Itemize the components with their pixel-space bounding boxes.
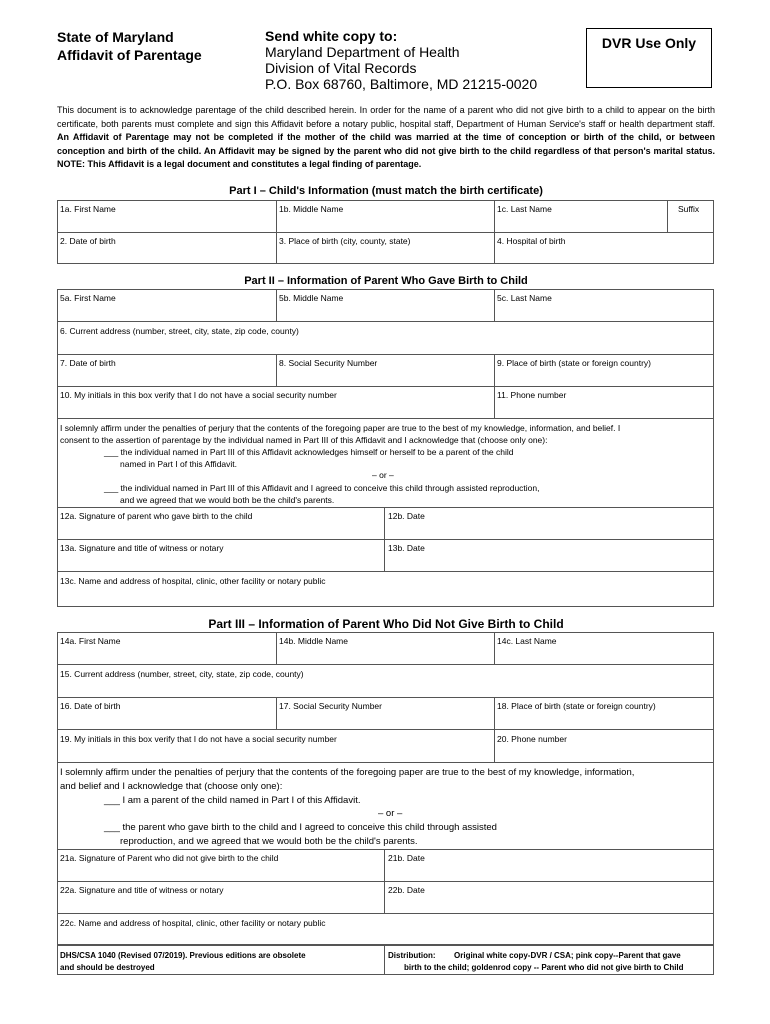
other-parent-signature-field[interactable]: 21a. Signature of Parent who did not give birth to the child bbox=[60, 853, 279, 863]
option-3-assisted-reproduction-cont: reproduction, and we agreed that we would both be the child's parents. bbox=[120, 836, 418, 847]
other-parent-affirmation bbox=[60, 766, 712, 848]
other-parent-phone-field[interactable]: 20. Phone number bbox=[497, 734, 567, 744]
form-revision-note bbox=[60, 950, 360, 974]
birth-parent-phone-field[interactable]: 11. Phone number bbox=[497, 390, 567, 400]
child-place-of-birth-field[interactable]: 3. Place of birth (city, county, state) bbox=[279, 236, 411, 246]
birth-parent-signature-field[interactable]: 12a. Signature of parent who gave birth to the child bbox=[60, 511, 253, 521]
birth-parent-address-field[interactable]: 6. Current address (number, street, city, state, zip code, county) bbox=[60, 326, 299, 336]
state-name: State of Maryland bbox=[57, 29, 174, 45]
address-line-3: P.O. Box 68760, Baltimore, MD 21215-0020 bbox=[265, 76, 538, 92]
birth-parent-affirmation bbox=[60, 422, 712, 506]
distribution-line-1: Original white copy-DVR / CSA; pink copy--Parent that gave bbox=[454, 951, 681, 960]
child-date-of-birth-field[interactable]: 2. Date of birth bbox=[60, 236, 116, 246]
facility-2-field[interactable]: 22c. Name and address of hospital, clinic, other facility or notary public bbox=[60, 918, 326, 928]
child-hospital-field[interactable]: 4. Hospital of birth bbox=[497, 236, 566, 246]
other-parent-ssn-field[interactable]: 17. Social Security Number bbox=[279, 701, 382, 711]
form-revision-line-2: and should be destroyed bbox=[60, 963, 155, 972]
affirmation-line-2: consent to the assertion of parentage by the individual named in Part III of this Affidavit and I acknowledge that (choose only one): bbox=[60, 435, 548, 445]
option-assisted-reproduction-cont: and we agreed that we would both be the child's parents. bbox=[120, 495, 335, 505]
option-acknowledge-cont: named in Part I of this Affidavit. bbox=[120, 459, 238, 469]
distribution-note bbox=[388, 950, 714, 974]
part-1-title: Part I – Child's Information (must match the birth certificate) bbox=[229, 185, 543, 197]
part-2-title: Part II – Information of Parent Who Gave Birth to Child bbox=[244, 275, 528, 287]
address-line-1: Maryland Department of Health bbox=[265, 44, 460, 60]
birth-parent-dob-field[interactable]: 7. Date of birth bbox=[60, 358, 116, 368]
or-separator-3: – or – bbox=[378, 808, 403, 819]
birth-parent-signature-date-field[interactable]: 12b. Date bbox=[388, 511, 425, 521]
other-parent-dob-field[interactable]: 16. Date of birth bbox=[60, 701, 121, 711]
intro-bold-text: An Affidavit of Parentage may not be completed if the mother of the child was married at the time of conception or birth of the child, or between conception and birth of the child. An Affidavit may be signed by the parent who did not give birth to the child regardless of that person's marital status. NOTE: This Affidavit is a legal document and constitutes a legal finding of parentage. bbox=[57, 132, 715, 169]
distribution-label: Distribution: bbox=[388, 951, 436, 960]
witness-2-signature-field[interactable]: 22a. Signature and title of witness or notary bbox=[60, 885, 224, 895]
birth-parent-no-ssn-initials-field[interactable]: 10. My initials in this box verify that I do not have a social security number bbox=[60, 390, 337, 400]
affirmation-3-line-2: and belief and I acknowledge that (choose only one): bbox=[60, 781, 283, 792]
other-parent-no-ssn-initials-field[interactable]: 19. My initials in this box verify that I do not have a social security number bbox=[60, 734, 337, 744]
address-line-2: Division of Vital Records bbox=[265, 60, 417, 76]
affirmation-line-1: I solemnly affirm under the penalties of perjury that the contents of the foregoing paper are true to the best of my knowledge, information, and belief. I bbox=[60, 423, 621, 433]
intro-paragraph bbox=[57, 104, 715, 172]
distribution-line-2: birth to the child; goldenrod copy -- Parent who did not give birth to Child bbox=[404, 963, 684, 972]
child-first-name-field[interactable]: 1a. First Name bbox=[60, 204, 116, 214]
facility-1-field[interactable]: 13c. Name and address of hospital, clinic, other facility or notary public bbox=[60, 576, 326, 586]
option-3-parent[interactable]: ___ I am a parent of the child named in Part I of this Affidavit. bbox=[104, 795, 361, 806]
option-3-assisted-reproduction[interactable]: ___ the parent who gave birth to the child and I agreed to conceive this child through assisted bbox=[104, 822, 497, 833]
birth-parent-ssn-field[interactable]: 8. Social Security Number bbox=[279, 358, 378, 368]
other-parent-middle-name-field[interactable]: 14b. Middle Name bbox=[279, 636, 348, 646]
child-last-name-field[interactable]: 1c. Last Name bbox=[497, 204, 552, 214]
other-parent-first-name-field[interactable]: 14a. First Name bbox=[60, 636, 121, 646]
other-parent-last-name-field[interactable]: 14c. Last Name bbox=[497, 636, 557, 646]
birth-parent-place-of-birth-field[interactable]: 9. Place of birth (state or foreign country) bbox=[497, 358, 652, 368]
part-3-title: Part III – Information of Parent Who Did Not Give Birth to Child bbox=[208, 617, 564, 631]
other-parent-signature-date-field[interactable]: 21b. Date bbox=[388, 853, 425, 863]
child-suffix-field[interactable]: Suffix bbox=[678, 204, 700, 214]
birth-parent-last-name-field[interactable]: 5c. Last Name bbox=[497, 293, 552, 303]
mailing-address bbox=[265, 28, 537, 92]
witness-1-signature-field[interactable]: 13a. Signature and title of witness or notary bbox=[60, 543, 224, 553]
birth-parent-first-name-field[interactable]: 5a. First Name bbox=[60, 293, 116, 303]
form-title: Affidavit of Parentage bbox=[57, 47, 202, 63]
affirmation-3-line-1: I solemnly affirm under the penalties of perjury that the contents of the foregoing paper are true to the best of my knowledge, information, bbox=[60, 767, 635, 778]
other-parent-address-field[interactable]: 15. Current address (number, street, city, state, zip code, county) bbox=[60, 669, 304, 679]
header-left bbox=[57, 28, 202, 64]
witness-2-date-field[interactable]: 22b. Date bbox=[388, 885, 425, 895]
or-separator: – or – bbox=[372, 470, 394, 480]
birth-parent-middle-name-field[interactable]: 5b. Middle Name bbox=[279, 293, 344, 303]
child-middle-name-field[interactable]: 1b. Middle Name bbox=[279, 204, 344, 214]
send-label: Send white copy to: bbox=[265, 28, 398, 44]
option-assisted-reproduction[interactable]: ___ the individual named in Part III of this Affidavit and I agreed to conceive this child through assisted reproduction, bbox=[104, 483, 540, 493]
dvr-use-only-box: DVR Use Only bbox=[586, 28, 712, 88]
witness-1-date-field[interactable]: 13b. Date bbox=[388, 543, 425, 553]
option-acknowledge[interactable]: ___ the individual named in Part III of this Affidavit acknowledges himself or herself to be a parent of the child bbox=[104, 447, 514, 457]
other-parent-place-of-birth-field[interactable]: 18. Place of birth (state or foreign country) bbox=[497, 701, 656, 711]
intro-text: This document is to acknowledge parentage of the child described herein. In order for the name of a parent who did not give birth to a child to appear on the birth certificate, both parents must complete and sign this Affidavit before a notary public, hospital staff, Department of Human Service's staff or health department staff. bbox=[57, 105, 715, 129]
form-revision-line-1: DHS/CSA 1040 (Revised 07/2019). Previous editions are obsolete bbox=[60, 951, 306, 960]
